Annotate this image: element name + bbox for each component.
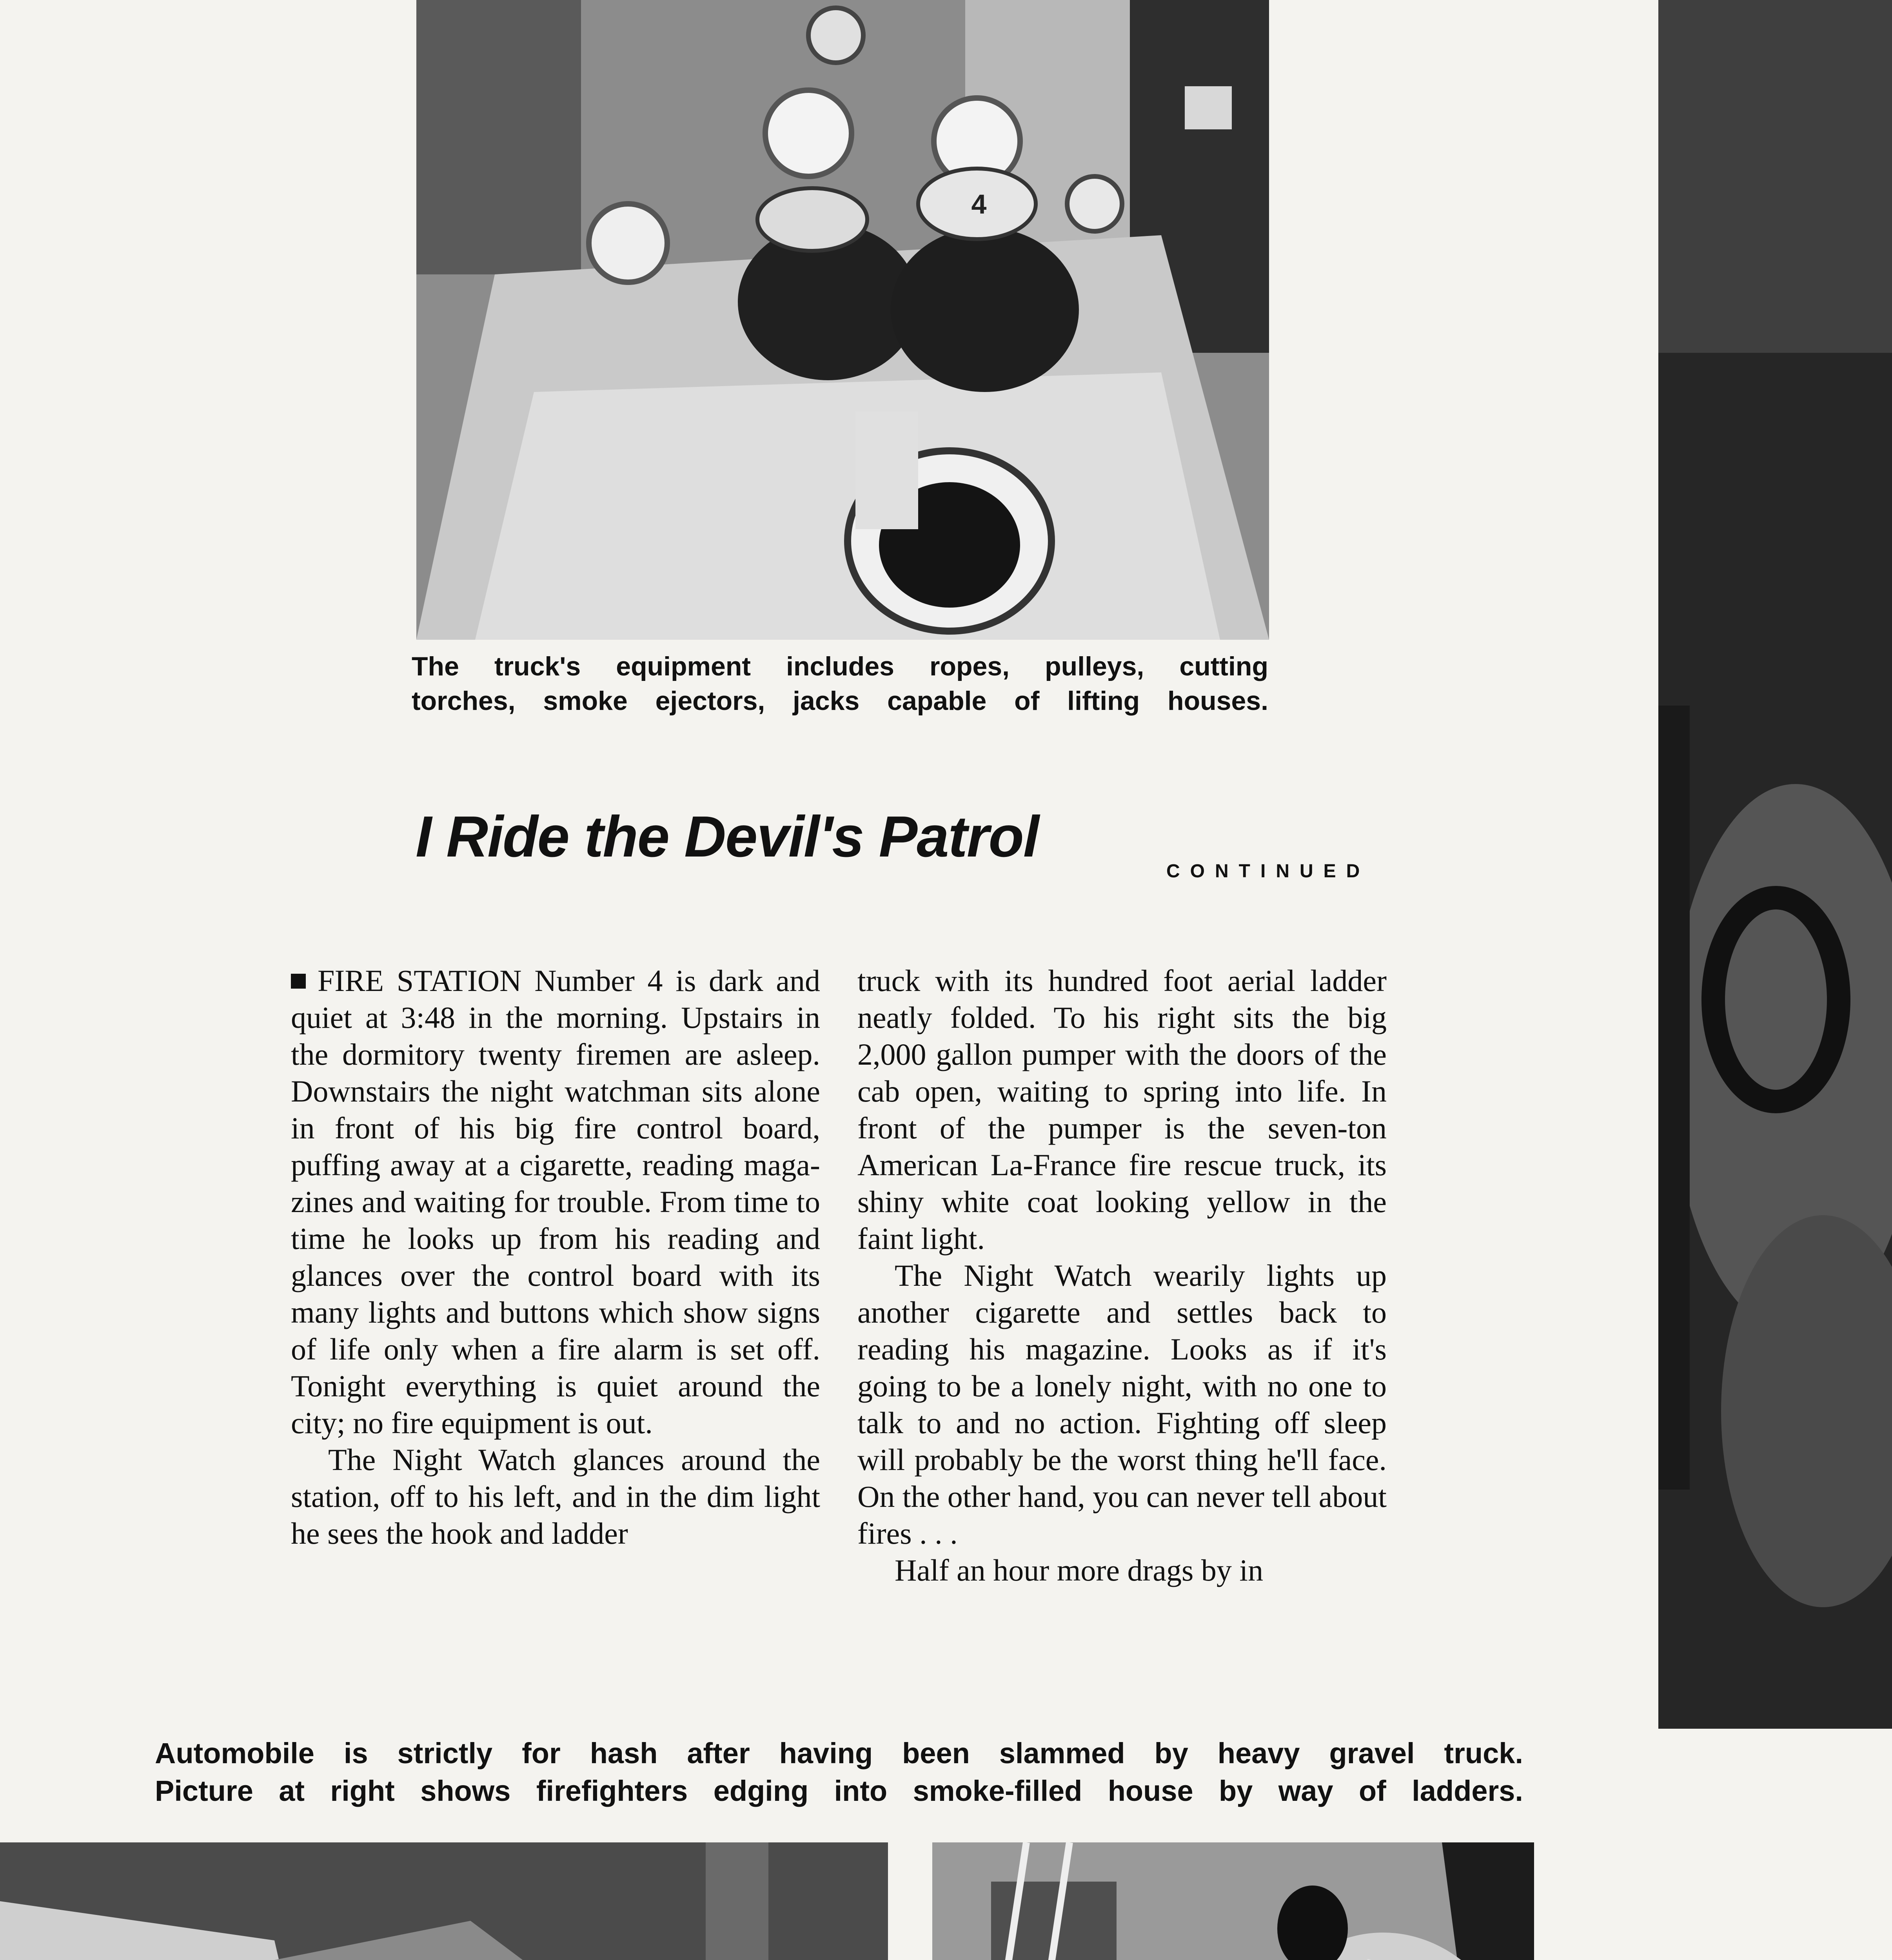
right-edge-photo — [1658, 0, 1892, 1729]
article-paragraph: truck with its hundred foot aerial ladder neatly folded. To his right sits the big 2,000 gallon pumper with the doors of the cab open, waiting to spring into life. In front of the pumper is the seven-ton American La-France fire rescue truck, its shiny white coat looking yellow in the faint light. — [857, 964, 1387, 1256]
bottom-caption-line-1: Automobile is strictly for hash after having been slammed by heavy gravel truck. — [155, 1737, 1523, 1769]
article-paragraph — [291, 962, 820, 1441]
ladder-fire-photo — [932, 1842, 1534, 1960]
article-paragraph: The Night Watch wearily lights up another cigarette and settles back to reading his magazine. Looks as if it's going to be a lonely night, with no one to talk to and no action. Fighting off sleep will probably be the worst thing he'll face. On the other hand, you can never tell about fires . . . — [857, 1258, 1387, 1550]
article-paragraph: Half an hour more drags by in — [895, 1553, 1264, 1587]
crash-photo — [0, 1842, 888, 1960]
top-caption-line-2: torches, smoke ejectors, jacks capable of lifting houses. — [412, 686, 1268, 716]
article-headline: I Ride the Devil's Patrol — [416, 804, 1039, 869]
article-right-column — [857, 962, 1387, 1589]
helmet-emblem-number: 4 — [971, 189, 987, 220]
continued-label: CONTINUED — [1166, 861, 1370, 882]
top-photo-fire-truck — [416, 0, 1269, 640]
article-paragraph-text: FIRE STATION Number 4 is dark and quiet at 3:48 in the morning. Upstairs in the dormitory twenty firemen are asleep. Downstairs the night watchman sits alone in front of his big fire control board, puffing away at a cigarette, reading magazines and waiting for trouble. From time to time he looks up from his reading and glances over the control board with its many lights and buttons which show signs of life only when a fire alarm is set off. Tonight everything is quiet around the city; no fire equipment is out. — [291, 964, 820, 1440]
bottom-caption — [155, 1735, 1523, 1810]
article-left-column — [291, 962, 820, 1552]
article-paragraph: The Night Watch glances around the station, off to his left, and in the dim light he sees the hook and ladder — [291, 1443, 820, 1550]
bottom-caption-line-2: Picture at right shows firefighters edging into smoke-filled house by way of ladders. — [155, 1775, 1523, 1808]
top-caption-line-1: The truck's equipment includes ropes, pulleys, cutting — [412, 652, 1268, 681]
section-bullet-icon — [291, 974, 306, 989]
top-photo-caption — [412, 649, 1268, 719]
